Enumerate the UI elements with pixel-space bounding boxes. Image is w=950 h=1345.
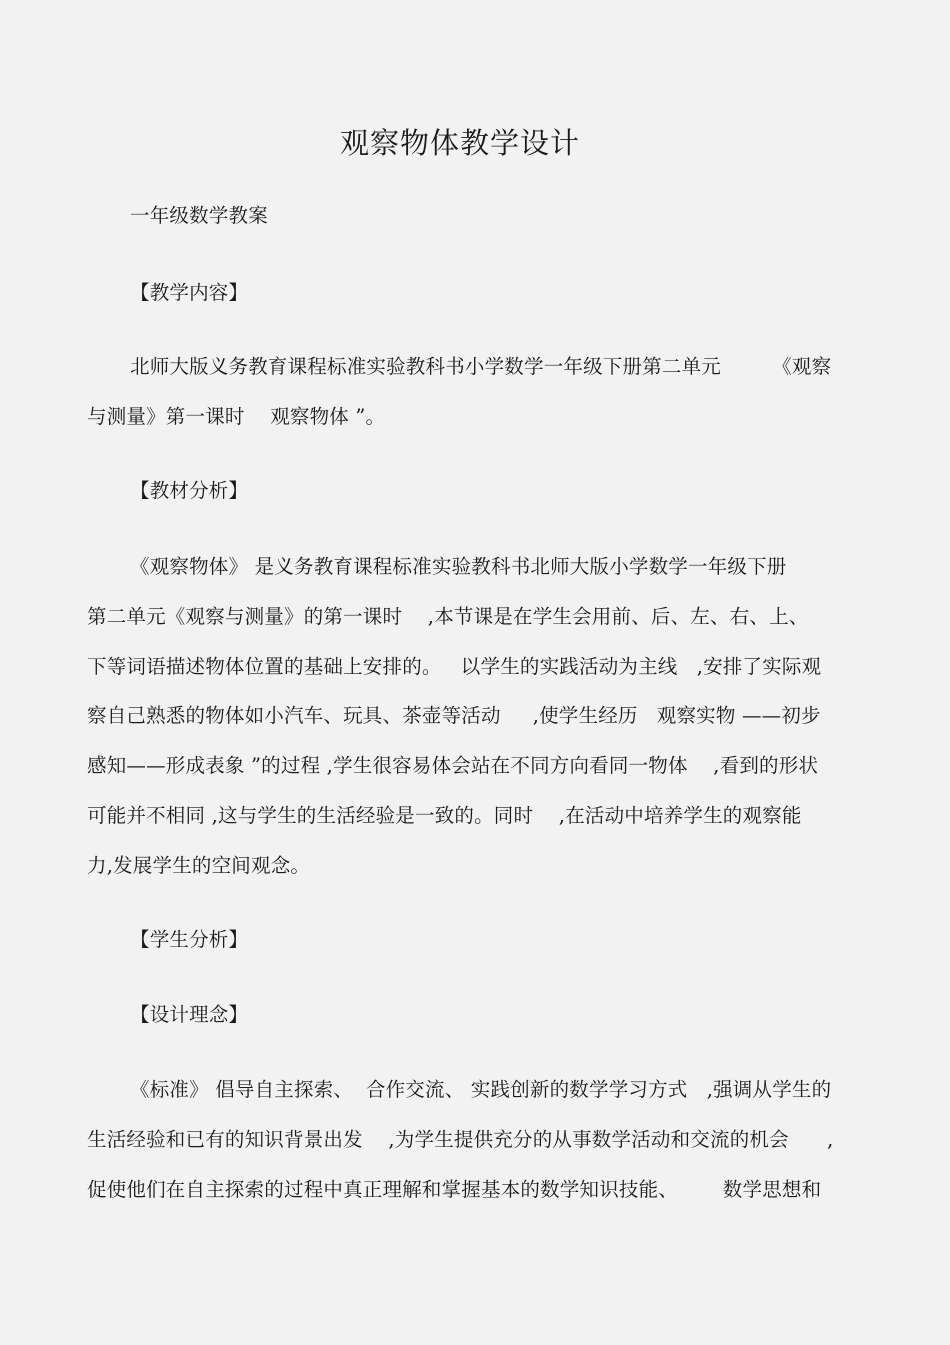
- paragraph-line: 第二单元《观察与测量》的第一课时 ,本节课是在学生会用前、后、左、右、上、: [87, 605, 809, 628]
- paragraph-line: 《标准》 倡导自主探索、 合作交流、 实践创新的数学学习方式 ,强调从学生的: [130, 1078, 832, 1101]
- paragraph-line: 感知——形成表象 ”的过程 ,学生很容易体会站在不同方向看同一物体 ,看到的形状: [87, 754, 819, 777]
- page-title: 观察物体教学设计: [339, 126, 580, 160]
- paragraph-line: 力,发展学生的空间观念。: [87, 854, 311, 877]
- paragraph-line: 与测量》第一课时 观察物体 ”。: [87, 405, 386, 428]
- paragraph-line: 《观察物体》 是义务教育课程标准实验教科书北师大版小学数学一年级下册: [130, 555, 787, 578]
- heading-design-concept: 【设计理念】: [130, 1003, 249, 1026]
- heading-student-analysis: 【学生分析】: [130, 928, 249, 951]
- paragraph-line: 下等词语描述物体位置的基础上安排的。 以学生的实践活动为主线 ,安排了实际观: [87, 655, 822, 678]
- paragraph-line: 生活经验和已有的知识背景出发 ,为学生提供充分的从事数学活动和交流的机会 ,: [87, 1128, 834, 1151]
- paragraph-line: 察自己熟悉的物体如小汽车、玩具、茶壶等活动 ,使学生经历 观察实物 ——初步: [87, 704, 821, 727]
- heading-teaching-content: 【教学内容】: [130, 281, 249, 304]
- heading-material-analysis: 【教材分析】: [130, 479, 249, 502]
- paragraph-line: 促使他们在自主探索的过程中真正理解和掌握基本的数学知识技能、 数学思想和: [87, 1178, 822, 1201]
- subtitle: 一年级数学教案: [130, 204, 268, 227]
- paragraph-line: 北师大版义务教育课程标准实验教科书小学数学一年级下册第二单元 《观察: [130, 355, 832, 378]
- paragraph-line: 可能并不相同 ,这与学生的生活经验是一致的。同时 ,在活动中培养学生的观察能: [87, 804, 802, 827]
